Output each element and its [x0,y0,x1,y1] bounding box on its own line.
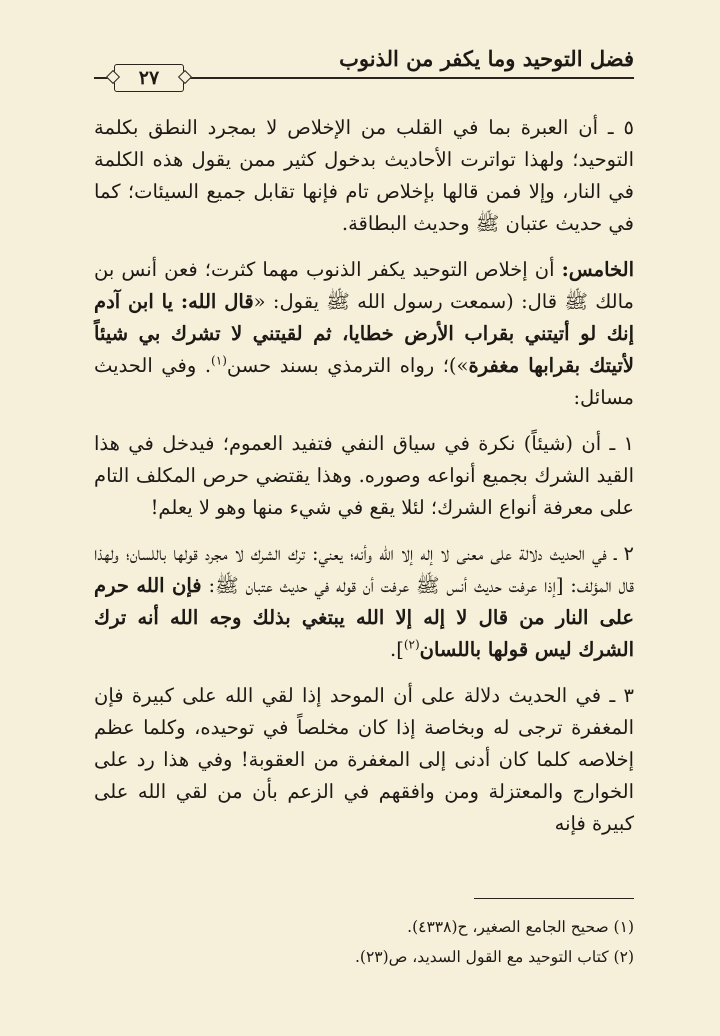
fifth-text-c: . وفي الحديث مسائل: [94,354,634,409]
footnote-ref-1: (١) [211,353,227,368]
paragraph-point-5: ٥ ـ أن العبرة بما في القلب من الإخلاص لا بمجرد النطق بكلمة التوحيد؛ ولهذا تواترت الأحاديث بدخول كثير ممن يقول هذه الكلمة في النار، وإلا فمن قالها بإخلاص تام فإنها تقابل جميع السيئات؛ كما في حديث عتبان ﷺ وحديث البطاقة. [94,116,634,235]
main-text [94,112,634,854]
running-header [94,46,634,92]
paragraph-fifth [94,254,634,414]
issue-2-end: ]. [390,638,404,661]
footnote-1: (١) صحيح الجامع الصغير، ح(٤٣٣٨). [407,918,634,936]
fifth-text-b: »)؛ رواه الترمذي بسند حسن [226,354,469,377]
issue-2-text: ٢ ـ في الحديث دلالة على معنى لا إله إلا الله وأنه؛ يعني: ترك الشرك لا مجرد قولها باللسان؛ ولهذا قال المؤلف: [إذا عرفت حديث أنس ﷺ عرفت أن قوله في حديث عتبان ﷺ: [94,542,634,597]
paragraph-issue-1: ١ ـ أن (شيئاً) نكرة في سياق النفي فتفيد العموم؛ فيدخل في هذا القيد الشرك بجميع أنواعه وصوره. وهذا يقتضي حرص المكلف التام على معرفة أنواع الشرك؛ لئلا يقع في شيء منها وهو لا يعلم! [94,432,634,519]
section-lead-fifth: الخامس: [561,258,634,281]
footnotes [94,912,634,972]
page-number: ٢٧ [114,64,184,92]
hadith-quote: قال الله: يا ابن آدم إنك لو أتيتني بقراب الأرض خطايا، ثم لقيتني لا تشرك بي شيئاً لأتيتك بقرابها مغفرة [94,290,634,377]
running-header-title: فضل التوحيد وما يكفر من الذنوب [339,46,634,71]
footnote-2: (٢) كتاب التوحيد مع القول السديد، ص(٢٣). [354,948,634,966]
paragraph-issue-2 [94,538,634,666]
footnote-rule [474,898,634,899]
issue-2-quote: فإن الله حرم على النار من قال لا إله إلا الله يبتغي بذلك وجه الله أنه ترك الشرك ليس قولها باللسان [94,574,634,661]
footnote-ref-2: (٢) [403,637,420,652]
fifth-text-a: أن إخلاص التوحيد يكفر الذنوب مهما كثرت؛ فعن أنس بن مالك ﷺ قال: (سمعت رسول الله ﷺ يقول: « [94,258,634,313]
paragraph-issue-3: ٣ ـ في الحديث دلالة على أن الموحد إذا لقي الله على كبيرة فإن المغفرة ترجى له وبخاصة إذا كان مخلصاً في توحيده، وكلما عظم إخلاصه كلما كان أدنى إلى المغفرة من العقوبة! وفي هذا رد على الخوارج والمعتزلة ومن وافقهم في الزعم بأن من لقي الله على كبيرة فإنه [94,684,634,835]
